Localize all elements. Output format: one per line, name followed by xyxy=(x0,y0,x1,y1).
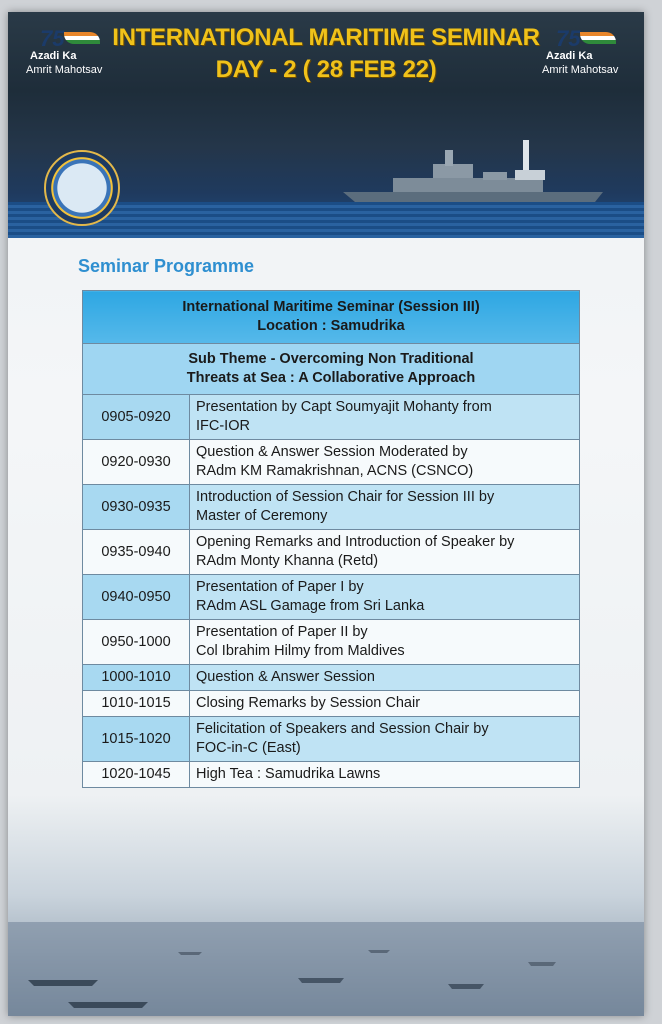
table-row xyxy=(83,665,580,691)
logo-azadi-text: Azadi Ka xyxy=(546,50,593,62)
logo-azadi-text: Azadi Ka xyxy=(30,50,77,62)
subtheme-line-1: Sub Theme - Overcoming Non Traditional xyxy=(188,351,474,367)
time-cell: 1020-1045 xyxy=(83,762,190,788)
time-cell: 0920-0930 xyxy=(83,440,190,485)
time-cell: 0935-0940 xyxy=(83,530,190,575)
time-cell: 1015-1020 xyxy=(83,717,190,762)
event-cell: High Tea : Samudrika Lawns xyxy=(190,762,580,788)
table-row xyxy=(83,762,580,788)
programme-flyer xyxy=(8,12,644,1016)
seminar-programme-heading: Seminar Programme xyxy=(78,256,255,276)
event-line-1: Presentation of Paper I by xyxy=(196,579,364,595)
event-cell: Closing Remarks by Session Chair xyxy=(190,691,580,717)
time-cell: 0905-0920 xyxy=(83,395,190,440)
event-cell xyxy=(190,530,580,575)
event-line-2: Col Ibrahim Hilmy from Maldives xyxy=(196,643,405,659)
event-cell xyxy=(190,440,580,485)
azadi-ka-amrit-mahotsav-logo-right xyxy=(538,26,634,82)
event-line-1: Introduction of Session Chair for Session III by xyxy=(196,489,495,505)
event-cell xyxy=(190,485,580,530)
milan-emblem-icon xyxy=(44,150,120,226)
event-cell xyxy=(190,575,580,620)
event-cell xyxy=(190,395,580,440)
tricolour-icon xyxy=(580,32,616,44)
event-cell xyxy=(190,717,580,762)
logo-mahotsav-text: Amrit Mahotsav xyxy=(26,64,103,76)
table-row xyxy=(83,575,580,620)
table-row xyxy=(83,485,580,530)
subtheme-line-2: Threats at Sea : A Collaborative Approach xyxy=(186,370,476,386)
time-cell: 0930-0935 xyxy=(83,485,190,530)
event-line-2: FOC-in-C (East) xyxy=(196,740,301,756)
session-title: International Maritime Seminar (Session III) xyxy=(182,299,480,315)
time-cell: 0950-1000 xyxy=(83,620,190,665)
logo-mahotsav-text: Amrit Mahotsav xyxy=(542,64,619,76)
session-header-row xyxy=(83,291,580,344)
event-line-1: Felicitation of Speakers and Session Chair by xyxy=(196,721,489,737)
event-cell: Question & Answer Session xyxy=(190,665,580,691)
event-line-2: Master of Ceremony xyxy=(196,508,328,524)
time-cell: 1010-1015 xyxy=(83,691,190,717)
event-line-2: RAdm KM Ramakrishnan, ACNS (CSNCO) xyxy=(196,463,474,479)
event-line-1: Question & Answer Session Moderated by xyxy=(196,444,468,460)
time-cell: 1000-1010 xyxy=(83,665,190,691)
table-row xyxy=(83,440,580,485)
seminar-title xyxy=(98,22,554,86)
table-row xyxy=(83,620,580,665)
warship-icon xyxy=(333,130,613,210)
event-line-2: IFC-IOR xyxy=(196,418,250,434)
title-line-2: DAY - 2 ( 28 FEB 22) xyxy=(215,56,437,83)
event-line-2: RAdm Monty Khanna (Retd) xyxy=(196,553,379,569)
title-line-1: INTERNATIONAL MARITIME SEMINAR xyxy=(112,24,540,51)
event-line-1: Presentation by Capt Soumyajit Mohanty from xyxy=(196,399,492,415)
table-row xyxy=(83,717,580,762)
tricolour-icon xyxy=(64,32,100,44)
table-row xyxy=(83,395,580,440)
subtheme-row xyxy=(83,344,580,395)
table-row xyxy=(83,530,580,575)
subtheme-cell xyxy=(83,344,580,395)
time-cell: 0940-0950 xyxy=(83,575,190,620)
session-header-cell xyxy=(83,291,580,344)
event-line-2: RAdm ASL Gamage from Sri Lanka xyxy=(196,598,425,614)
table-row xyxy=(83,691,580,717)
event-cell xyxy=(190,620,580,665)
event-line-1: Opening Remarks and Introduction of Speaker by xyxy=(196,534,515,550)
logo-number: 75 xyxy=(556,26,581,51)
header-banner xyxy=(8,12,644,238)
session-location: Location : Samudrika xyxy=(257,318,405,334)
event-line-1: Presentation of Paper II by xyxy=(196,624,368,640)
fleet-silhouette-icon xyxy=(8,922,644,1016)
programme-table xyxy=(82,290,580,788)
logo-number: 75 xyxy=(40,26,65,51)
